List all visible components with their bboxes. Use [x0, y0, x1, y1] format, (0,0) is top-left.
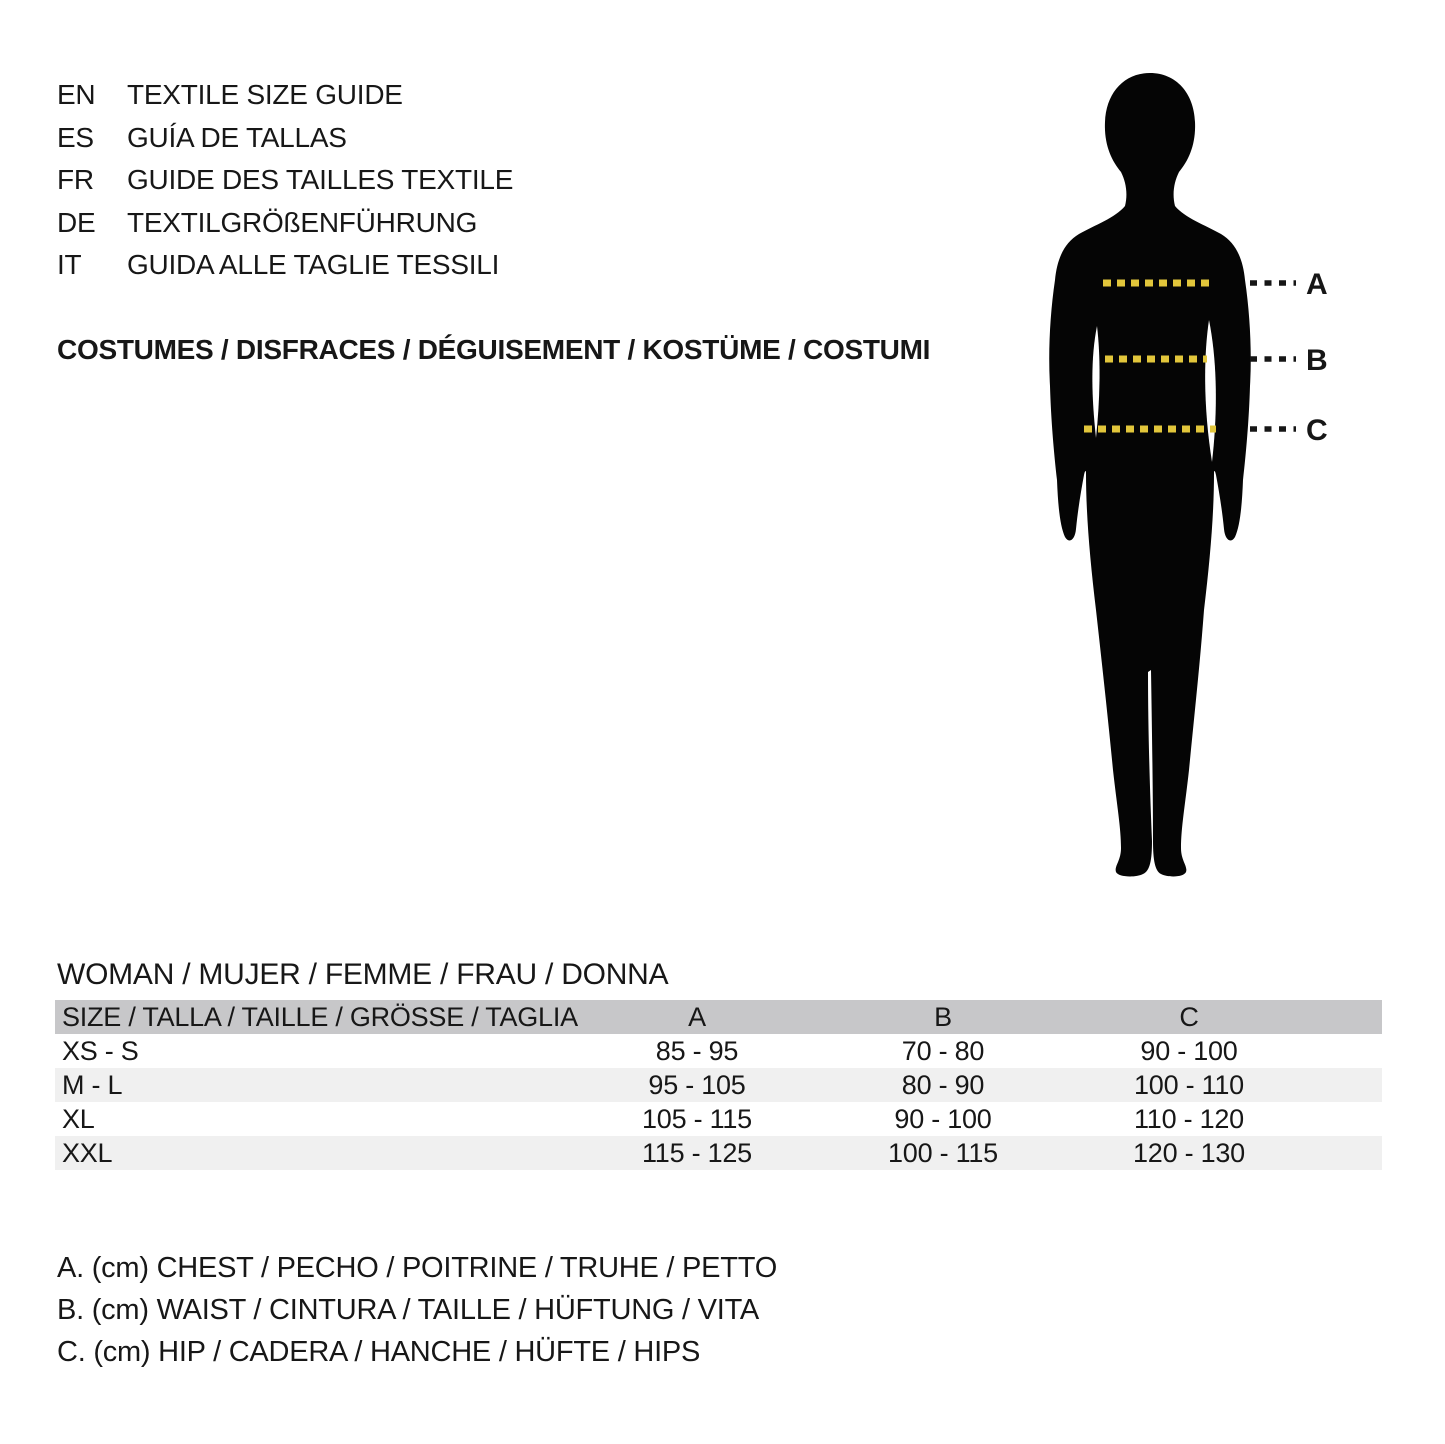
language-code: DE [57, 206, 96, 238]
table-row-m-l [55, 1068, 1382, 1102]
language-row-es [57, 121, 513, 164]
header-spacer [1312, 1000, 1382, 1034]
language-label: GUIDE DES TAILLES TEXTILE [127, 164, 514, 195]
waist-range-cell: 70 - 80 [901, 1036, 985, 1066]
size-cell: XS - S [62, 1036, 139, 1066]
hip-range-cell: 120 - 130 [1133, 1138, 1245, 1168]
language-label: TEXTILE SIZE GUIDE [127, 79, 403, 110]
chest-range-cell: 85 - 95 [655, 1036, 739, 1066]
woman-section-title: WOMAN / MUJER / FEMME / FRAU / DONNA [57, 958, 669, 991]
legend-item-hip: C. (cm) HIP / CADERA / HANCHE / HÜFTE / HIPS [57, 1336, 701, 1368]
chest-range-cell: 95 - 105 [648, 1070, 746, 1100]
category-heading: COSTUMES / DISFRACES / DÉGUISEMENT / KOSTÜME / COSTUMI [57, 334, 931, 365]
figure-area [1000, 60, 1340, 890]
hip-range-cell: 100 - 110 [1134, 1070, 1244, 1100]
language-guide-list [57, 78, 513, 291]
row-spacer [1312, 1034, 1382, 1068]
header-size-label: SIZE / TALLA / TAILLE / GRÖSSE / TAGLIA [62, 1002, 578, 1032]
row-spacer [1312, 1102, 1382, 1136]
header-col-a: A [688, 1002, 706, 1032]
language-row-en [57, 78, 513, 121]
language-code: FR [57, 164, 94, 195]
language-code: IT [57, 249, 82, 280]
table-row-xl [55, 1102, 1382, 1136]
table-row-xxl [55, 1136, 1382, 1170]
legend-item-chest: A. (cm) CHEST / PECHO / POITRINE / TRUHE / PETTO [57, 1252, 778, 1284]
header-col-c: C [1179, 1002, 1199, 1032]
table-header-row [55, 1000, 1382, 1034]
size-cell: XXL [62, 1138, 113, 1168]
language-label: GUIDA ALLE TAGLIE TESSILI [127, 249, 500, 280]
marker-label-c: C [1306, 414, 1328, 447]
language-code: ES [57, 121, 94, 153]
language-label: TEXTILGRÖßENFÜHRUNG [127, 206, 478, 238]
language-row-fr [57, 163, 513, 206]
size-cell: XL [62, 1104, 95, 1134]
waist-range-cell: 100 - 115 [888, 1138, 998, 1168]
woman-figure-graphic [1000, 60, 1340, 890]
size-table [55, 1000, 1382, 1170]
woman-silhouette [1049, 73, 1251, 876]
hip-range-cell: 90 - 100 [1140, 1036, 1238, 1066]
language-row-it [57, 248, 513, 291]
language-code: EN [57, 79, 96, 110]
language-label: GUÍA DE TALLAS [127, 121, 347, 153]
waist-range-cell: 80 - 90 [901, 1070, 985, 1100]
row-spacer [1312, 1136, 1382, 1170]
legend-item-waist: B. (cm) WAIST / CINTURA / TAILLE / HÜFTUNG / VITA [57, 1294, 760, 1326]
chest-range-cell: 115 - 125 [642, 1138, 752, 1168]
table-row-xs-s [55, 1034, 1382, 1068]
waist-range-cell: 90 - 100 [894, 1104, 992, 1134]
marker-label-a: A [1306, 268, 1328, 301]
language-row-de [57, 206, 513, 249]
header-col-b: B [934, 1002, 952, 1032]
measurement-legend [57, 1251, 777, 1377]
row-spacer [1312, 1068, 1382, 1102]
hip-range-cell: 110 - 120 [1134, 1104, 1244, 1134]
chest-range-cell: 105 - 115 [642, 1104, 752, 1134]
marker-label-b: B [1306, 344, 1328, 377]
size-cell: M - L [62, 1070, 123, 1100]
